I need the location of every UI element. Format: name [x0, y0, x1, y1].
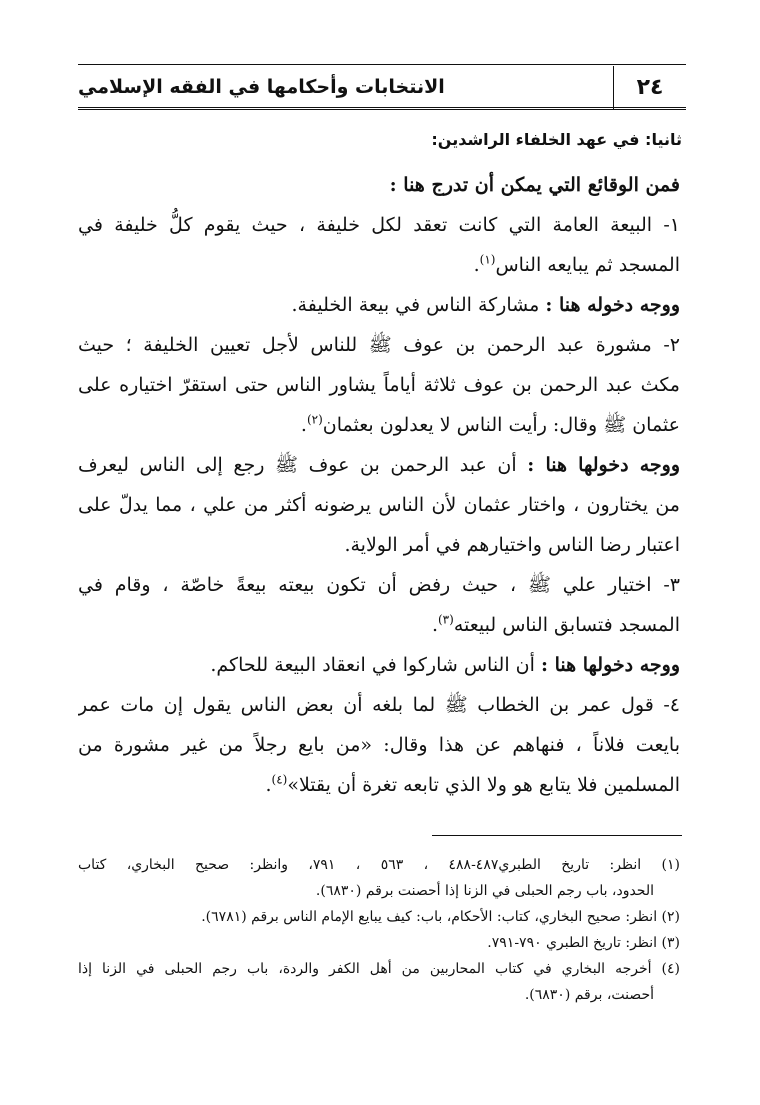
- item-2-point-lead: ووجه دخولها هنا :: [527, 454, 680, 476]
- item-3-point-text: أن الناس شاركوا في انعقاد البيعة للحاكم.: [210, 654, 541, 676]
- item-3-line-2: [78, 605, 680, 645]
- footnote-ref-3[interactable]: (٣): [437, 612, 454, 627]
- page-header: [78, 64, 686, 114]
- item-4-line-1: ٤- قول عمر بن الخطاب ﷺ لما بلغه أن بعض الناس يقول إن مات عمر: [78, 694, 680, 716]
- item-2-line-2: مكث عبد الرحمن بن عوف ثلاثة أياماً يشاور الناس حتى استقرّ اختياره على: [78, 374, 680, 396]
- page-number: ٢٤: [613, 66, 686, 110]
- item-3-text: المسجد فتسابق الناس لبيعته: [453, 614, 680, 636]
- item-1-end: .: [473, 254, 480, 276]
- main-text: [78, 165, 680, 805]
- item-4-line-3: [78, 765, 680, 805]
- item-2-line-3: [78, 405, 680, 445]
- footnote-4-line-2: أحصنت، برقم (٦٨٣٠).: [524, 987, 654, 1003]
- item-2-text: عثمان ﷺ وقال: رأيت الناس لا يعدلون بعثمان: [322, 414, 680, 436]
- item-1-point: [78, 285, 680, 325]
- item-2-end: .: [300, 414, 307, 436]
- item-4-text: المسلمين فلا يتابع هو ولا الذي تابعه تغرة أن يقتلا»: [287, 774, 680, 796]
- item-2-point-line-2: من يختارون ، واختار عثمان لأن الناس يرضونه أكثر من علي ، مما يدلّ على: [78, 494, 680, 516]
- footnote-3: (٣) انظر: تاريخ الطبري ٧٩٠-٧٩١.: [487, 935, 680, 951]
- footnote-1-line-1: (١) انظر: تاريخ الطبري٤٨٧-٤٨٨ ، ٥٦٣ ، ٧٩١، وانظر: صحيح البخاري، كتاب: [78, 857, 680, 873]
- item-3-end: .: [431, 614, 438, 636]
- item-3-point-lead: ووجه دخولها هنا :: [540, 654, 680, 676]
- item-1-text: المسجد ثم يبايعه الناس: [495, 254, 680, 276]
- item-1-point-lead: ووجه دخوله هنا :: [545, 294, 680, 316]
- header-top-rule: [78, 64, 686, 65]
- footnote-ref-4[interactable]: (٤): [271, 772, 288, 787]
- header-double-rule: [78, 107, 686, 114]
- section-heading: ثانيا: في عهد الخلفاء الراشدين:: [431, 130, 682, 149]
- footnote-ref-2[interactable]: (٢): [306, 412, 323, 427]
- running-title: الانتخابات وأحكامها في الفقه الإسلامي: [78, 76, 445, 98]
- item-2-line-1: ٢- مشورة عبد الرحمن بن عوف ﷺ للناس لأجل تعيين الخليفة ؛ حيث: [78, 334, 680, 356]
- item-3-line-1: ٣- اختيار علي ﷺ ، حيث رفض أن تكون بيعته بيعةً خاصّة ، وقام في: [78, 574, 680, 596]
- footnotes: [78, 852, 680, 1008]
- item-2-point-line-1: [78, 445, 680, 485]
- item-4-line-2: بايعت فلاناً ، فنهاهم عن هذا وقال: «من بايع رجلاً من غير مشورة من: [78, 734, 680, 756]
- item-3-point: [78, 645, 680, 685]
- item-4-end: .: [265, 774, 272, 796]
- item-1-line-2: [78, 245, 680, 285]
- item-2-point-text: أن عبد الرحمن بن عوف ﷺ رجع إلى الناس ليعرف: [78, 454, 528, 476]
- item-1-point-text: مشاركة الناس في بيعة الخليفة.: [291, 294, 546, 316]
- item-2-point-line-3: اعتبار رضا الناس واختيارهم في أمر الولاية.: [344, 534, 680, 556]
- item-1-line-1: ١- البيعة العامة التي كانت تعقد لكل خليفة ، حيث يقوم كلُّ خليفة في: [78, 214, 680, 236]
- footnote-1-line-2: الحدود، باب رجم الحبلى في الزنا إذا أحصنت برقم (٦٨٣٠).: [315, 883, 654, 899]
- footnote-2: (٢) انظر: صحيح البخاري، كتاب: الأحكام، باب: كيف يبايع الإمام الناس برقم (٦٧٨١).: [201, 909, 680, 925]
- footnote-4-line-1: (٤) أخرجه البخاري في كتاب المحاربين من أهل الكفر والردة، باب رجم الحبلى في الزنا إذا: [78, 961, 680, 977]
- footnote-ref-1[interactable]: (١): [479, 252, 496, 267]
- footnote-separator: [432, 835, 682, 836]
- intro-line: فمن الوقائع التي يمكن أن تدرج هنا :: [389, 174, 680, 196]
